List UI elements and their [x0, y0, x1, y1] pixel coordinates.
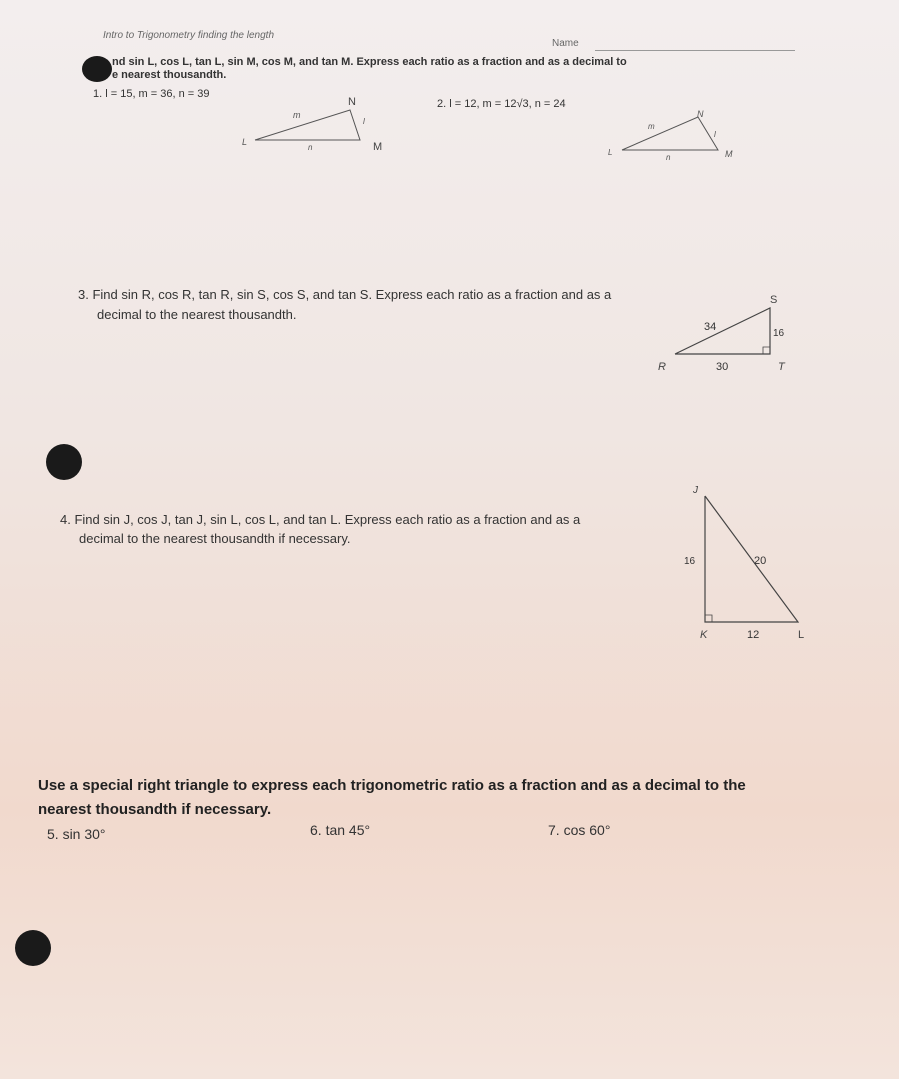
side-n-label: n [666, 153, 671, 162]
name-line[interactable] [595, 50, 795, 51]
side-rs-label: 34 [704, 321, 717, 333]
vertex-k-label: K [700, 629, 708, 641]
side-m-label: m [648, 122, 655, 131]
triangle-1 [230, 90, 410, 160]
side-rt-label: 30 [716, 361, 729, 373]
worksheet-title: Intro to Trigonometry finding the length [103, 30, 275, 41]
problem-2-label: 2. l = 12, m = 12√3, n = 24 [437, 98, 566, 110]
vertex-m-label: M [373, 141, 383, 153]
vertex-n-label: N [697, 109, 704, 119]
instructions-line2: e nearest thousandth. [112, 69, 227, 81]
problem-4-line2: decimal to the nearest thousandth if necessary. [79, 531, 351, 546]
question-7: 7. cos 60° [548, 822, 611, 838]
vertex-n-label: N [348, 96, 356, 108]
vertex-l-label: L [242, 137, 248, 147]
side-l-label: l [714, 130, 716, 139]
punch-hole-middle [46, 444, 82, 480]
side-jk-label: 16 [684, 556, 696, 567]
problem-1-label: 1. l = 15, m = 36, n = 39 [93, 88, 210, 100]
problem-4-line1: 4. Find sin J, cos J, tan J, sin L, cos L, and tan L. Express each ratio as a fraction and as a [60, 512, 581, 527]
side-jl-label: 20 [754, 555, 767, 567]
triangle-4 [670, 480, 820, 650]
side-n-label: n [308, 143, 313, 152]
side-st-label: 16 [773, 328, 785, 339]
vertex-l-label: L [798, 629, 805, 641]
vertex-m-label: M [725, 149, 733, 159]
vertex-s-label: S [770, 294, 778, 306]
side-m-label: m [293, 110, 301, 120]
vertex-j-label: J [693, 485, 698, 496]
side-l-label: l [363, 117, 365, 126]
vertex-t-label: T [778, 361, 785, 373]
vertex-r-label: R [658, 361, 666, 373]
triangle-2 [600, 105, 760, 170]
special-triangle-line1: Use a special right triangle to express each trigonometric ratio as a fraction and as a decimal to the [38, 777, 746, 794]
problem-3-line1: 3. Find sin R, cos R, tan R, sin S, cos S, and tan S. Express each ratio as a fraction and as a [78, 287, 612, 302]
special-triangle-line2: nearest thousandth if necessary. [38, 801, 272, 818]
name-label: Name [552, 38, 579, 49]
side-kl-label: 12 [747, 629, 760, 641]
triangle-3 [650, 288, 800, 383]
question-6: 6. tan 45° [310, 822, 371, 838]
question-5: 5. sin 30° [47, 826, 106, 842]
problem-3-line2: decimal to the nearest thousandth. [97, 307, 297, 322]
punch-hole-top [82, 56, 112, 82]
instructions-line1: nd sin L, cos L, tan L, sin M, cos M, and tan M. Express each ratio as a fraction and as a decimal to [112, 56, 627, 68]
punch-hole-bottom [15, 930, 51, 966]
vertex-l-label: L [608, 148, 613, 157]
